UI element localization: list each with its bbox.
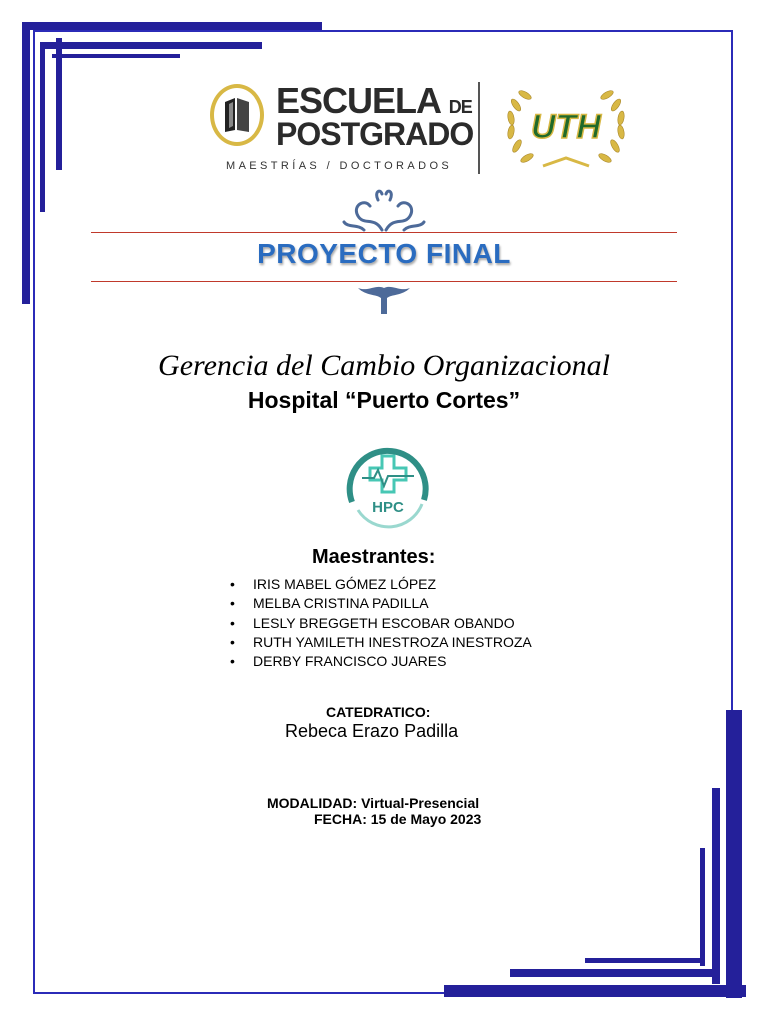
frame-bar <box>444 985 746 997</box>
maestrantes-heading: Maestrantes: <box>312 546 436 568</box>
uth-text: UTH <box>531 108 601 146</box>
frame-bar <box>510 969 720 977</box>
logo-divider <box>478 82 480 174</box>
postgrado-text: POSTGRADO <box>276 116 474 152</box>
catedratico-label: CATEDRATICO: <box>326 704 431 720</box>
project-title: Gerencia del Cambio Organizacional <box>158 349 610 382</box>
project-banner-title: PROYECTO FINAL <box>257 238 511 269</box>
logo-row <box>0 78 768 178</box>
title-rule-top <box>91 232 677 233</box>
hospital-subtitle: Hospital “Puerto Cortes” <box>247 387 521 413</box>
frame-bar <box>22 22 322 30</box>
flourish-ornament-bottom <box>0 282 768 321</box>
list-item: • LESLY BREGGETH ESCOBAR OBANDO <box>228 614 532 633</box>
modalidad-text: MODALIDAD: Virtual-Presencial <box>267 795 480 811</box>
list-item: • DERBY FRANCISCO JUARES <box>228 652 532 671</box>
frame-bar <box>52 54 180 58</box>
students-list <box>228 575 532 671</box>
hpc-logo <box>338 440 438 530</box>
frame-bar <box>712 788 720 984</box>
frame-bar <box>700 848 705 966</box>
frame-bar <box>40 42 262 49</box>
book-icon <box>210 84 264 146</box>
frame-bar <box>726 710 742 998</box>
escuela-subtitle: MAESTRÍAS / DOCTORADOS <box>226 160 453 172</box>
fecha-text: FECHA: 15 de Mayo 2023 <box>314 811 482 827</box>
catedratico-name: Rebeca Erazo Padilla <box>285 721 459 741</box>
uth-logo <box>503 86 629 172</box>
frame-bar <box>585 958 705 963</box>
hpc-text: HPC <box>372 499 404 516</box>
list-item: • MELBA CRISTINA PADILLA <box>228 594 532 613</box>
list-item: • RUTH YAMILETH INESTROZA INESTROZA <box>228 633 532 652</box>
escuela-text: ESCUELA DE <box>276 80 472 121</box>
escuela-postgrado-logo <box>210 78 474 178</box>
list-item: • IRIS MABEL GÓMEZ LÓPEZ <box>228 575 532 594</box>
